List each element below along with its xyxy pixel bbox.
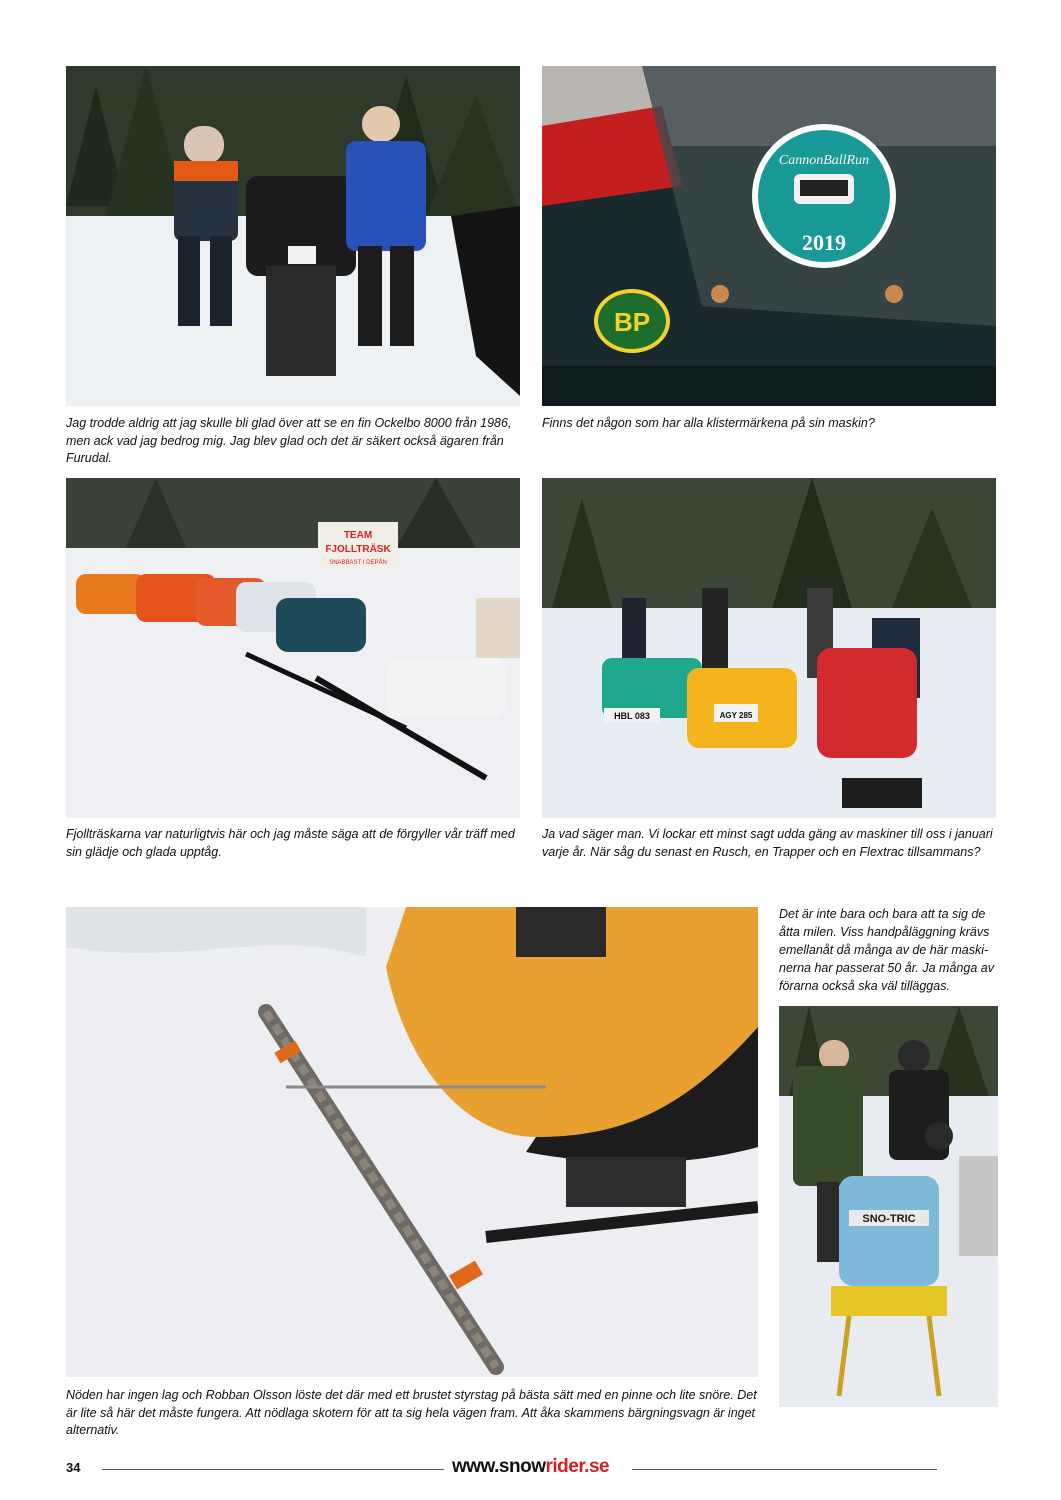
photo-team-fjolltrask <box>66 478 520 818</box>
footer-rule-right <box>632 1469 937 1470</box>
caption-photo-1: Jag trodde aldrig att jag skulle bli glad över att se en fin Ockelbo 8000 från 1986, men ack vad jag bedrog mig. Jag blev glad och det är säkert också ägaren från Furudal. <box>66 416 512 465</box>
photo-stick-repair <box>66 907 758 1377</box>
page-number: 34 <box>66 1460 81 1475</box>
caption-photo-3: Fjollträskarna var naturligtvis här och jag måste säga att de förgyller vår träff med sin glädje och glada upptåg. <box>66 827 515 859</box>
caption-photo-4: Ja vad säger man. Vi lockar ett minst sagt udda gäng av maskiner till oss i januari varje år. När såg du senast en Rusch, en Trapper och en Flextrac tillsammans? <box>542 827 993 859</box>
caption-photo-5: Nöden har ingen lag och Robban Olsson löste det där med ett brustet styrstag på bästa sätt med en pinne och lite snöre. Det är lite så här det måste fungera. Att nödlaga skotern för att ta sig hela vägen fram. Att åka skammens bärgningsvagn är inget alternativ. <box>66 1388 757 1437</box>
photo-sticker-closeup <box>542 66 996 406</box>
badge-text: CannonBallRun <box>778 153 870 168</box>
photo-sno-tric-repair <box>779 1006 998 1407</box>
footer-rule-left <box>102 1469 444 1470</box>
site-suffix: .se <box>584 1456 610 1477</box>
plate-1: HBL 083 <box>614 711 650 721</box>
plate-2: AGY 285 <box>719 711 753 720</box>
site-prefix: www.snow <box>452 1456 546 1477</box>
caption-photo-2: Finns det någon som har alla klistermärkena på sin maskin? <box>542 416 875 430</box>
photo-two-men-ockelbo <box>66 66 520 406</box>
footer-site-url[interactable] <box>452 1456 609 1478</box>
badge-year: 2019 <box>802 230 846 255</box>
bp-logo-text: BP <box>613 307 651 337</box>
site-accent: rider <box>545 1456 585 1477</box>
sign-line1: TEAM <box>343 530 373 541</box>
sign-line3: SNABBAST I DEPÅN <box>329 560 387 566</box>
sno-tric-text: SNO-TRIC <box>862 1213 916 1225</box>
sign-line2: FJOLLTRÄSK <box>325 544 391 555</box>
photo-odd-machines <box>542 478 996 818</box>
caption-photo-6: Det är inte bara och bara att ta sig de åtta milen. Viss handpåläggning krävs emellanåt då många av de här maski-nerna har passerat 50 år. Ja många av förarna också ska väl tilläggas. <box>779 907 994 993</box>
